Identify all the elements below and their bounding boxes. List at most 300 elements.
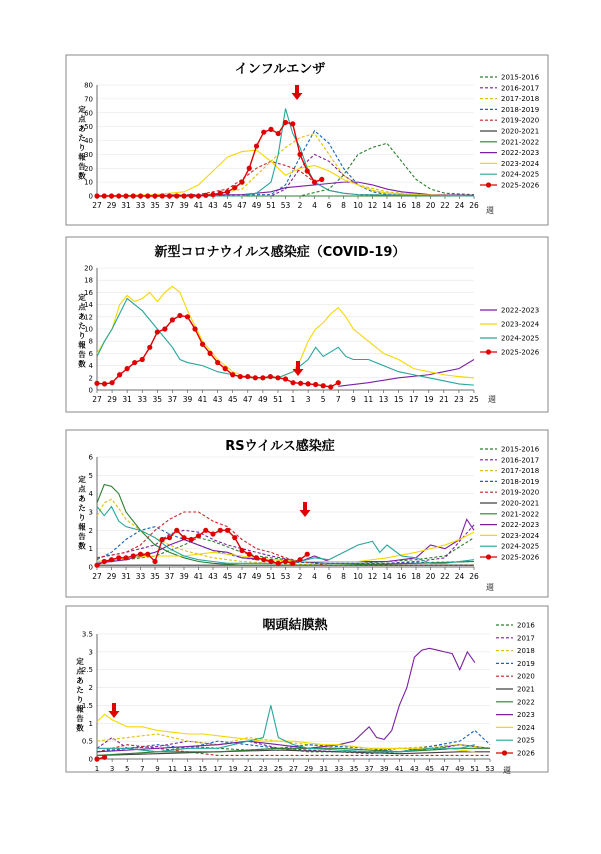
- data-point: [109, 557, 114, 562]
- legend-label: 2021-2022: [501, 510, 540, 519]
- data-point: [138, 552, 143, 557]
- data-point: [312, 180, 317, 185]
- legend-label: 2024-2025: [501, 334, 540, 343]
- legend-label: 2023-2024: [501, 159, 540, 168]
- x-tick-label: 1: [94, 765, 100, 773]
- x-tick-label: 15: [198, 765, 208, 773]
- data-point: [138, 193, 143, 198]
- x-tick-label: 39: [379, 765, 389, 773]
- chart-influenza: [66, 55, 548, 225]
- x-tick-label: 49: [455, 765, 465, 773]
- x-tick-label: 17: [408, 395, 419, 404]
- data-point: [200, 342, 205, 347]
- y-label-char: 告: [78, 162, 86, 171]
- data-point: [117, 372, 122, 377]
- y-tick-label: 5: [88, 471, 93, 480]
- legend-label: 2021: [517, 685, 535, 694]
- x-tick-label: 51: [266, 201, 276, 210]
- data-point: [283, 559, 288, 564]
- data-point: [313, 382, 318, 387]
- y-label-char: 告: [78, 350, 86, 359]
- data-point: [109, 193, 114, 198]
- y-label-char: あ: [78, 124, 86, 133]
- data-point: [185, 314, 190, 319]
- legend-marker: [502, 750, 507, 755]
- data-point: [94, 381, 99, 386]
- x-tick-label: 27: [92, 572, 102, 581]
- x-tick-label: 20: [425, 201, 436, 210]
- y-label-char: た: [78, 503, 86, 513]
- chart-frame: [66, 55, 548, 225]
- data-point: [328, 384, 333, 389]
- x-tick-label: 26: [469, 572, 479, 581]
- x-tick-label: 31: [319, 765, 329, 773]
- data-point: [254, 143, 259, 148]
- x-tick-label: 49: [258, 395, 268, 404]
- x-tick-label: 8: [341, 201, 346, 210]
- data-point: [218, 528, 223, 533]
- legend-marker: [486, 182, 491, 187]
- y-label-char: あ: [78, 494, 86, 503]
- legend-label: 2015-2016: [501, 73, 540, 82]
- data-point: [192, 326, 197, 331]
- legend-label: 2015-2016: [501, 445, 540, 454]
- x-tick-label: 41: [197, 395, 208, 404]
- data-point: [268, 127, 273, 132]
- data-point: [189, 193, 194, 198]
- legend-label: 2018: [517, 647, 535, 656]
- data-point: [102, 755, 107, 760]
- y-tick-label: 2: [88, 684, 93, 693]
- x-tick-label: 23: [258, 765, 268, 773]
- y-label-char: 数: [78, 359, 86, 369]
- x-tick-label: 5: [320, 395, 326, 404]
- arrow-shaft: [112, 703, 116, 712]
- x-tick-label: 47: [440, 765, 450, 773]
- x-tick-label: 12: [367, 201, 378, 210]
- legend-label: 2019: [517, 659, 535, 668]
- x-tick-label: 33: [334, 765, 344, 773]
- x-axis-unit: 週: [488, 395, 496, 404]
- data-point: [283, 120, 288, 125]
- x-tick-label: 45: [222, 201, 233, 210]
- x-tick-label: 3: [109, 765, 115, 773]
- legend-marker: [486, 554, 491, 559]
- x-tick-label: 12: [367, 572, 378, 581]
- x-tick-label: 29: [106, 572, 117, 581]
- y-tick-label: 1.5: [81, 701, 93, 710]
- data-point: [94, 756, 99, 761]
- x-tick-label: 14: [382, 572, 392, 581]
- x-tick-label: 13: [183, 765, 193, 773]
- data-point: [260, 375, 265, 380]
- y-label-char: 点: [78, 484, 86, 494]
- x-tick-label: 11: [363, 395, 374, 404]
- x-tick-label: 53: [280, 572, 291, 581]
- y-tick-label: 3: [88, 508, 93, 517]
- x-tick-label: 7: [335, 395, 341, 404]
- data-point: [261, 130, 266, 135]
- x-axis-unit: 週: [486, 206, 494, 215]
- y-label-char: た: [78, 321, 86, 331]
- x-tick-label: 51: [470, 765, 480, 773]
- data-point: [245, 374, 250, 379]
- y-tick-label: 20: [84, 164, 93, 173]
- x-tick-label: 7: [140, 765, 145, 773]
- x-tick-label: 24: [454, 201, 465, 210]
- x-tick-label: 17: [213, 765, 223, 773]
- data-point: [283, 376, 288, 381]
- x-tick-label: 13: [378, 395, 389, 404]
- x-tick-label: 39: [179, 201, 189, 210]
- y-label-char: 数: [76, 723, 84, 733]
- y-label-char: 点: [78, 302, 86, 312]
- data-point: [196, 533, 201, 538]
- y-label-char: 定: [78, 293, 86, 302]
- x-tick-label: 39: [179, 572, 189, 581]
- x-tick-label: 1: [290, 395, 296, 404]
- x-tick-label: 4: [312, 572, 317, 581]
- x-tick-label: 45: [227, 395, 238, 404]
- data-point: [297, 557, 302, 562]
- x-tick-label: 35: [152, 395, 163, 404]
- x-tick-label: 2: [297, 201, 303, 210]
- y-tick-label: 0.5: [81, 737, 93, 746]
- data-point: [152, 559, 157, 564]
- legend-label: 2023-2024: [501, 320, 540, 329]
- legend-label: 2022: [517, 698, 535, 707]
- y-label-char: 数: [78, 541, 86, 551]
- legend-label: 2020-2021: [501, 499, 540, 508]
- x-tick-label: 43: [212, 395, 223, 404]
- y-label-char: 報: [78, 522, 86, 532]
- legend-label: 2019-2020: [501, 488, 540, 497]
- data-point: [223, 366, 228, 371]
- y-axis-label: [78, 292, 86, 369]
- data-point: [230, 372, 235, 377]
- x-tick-label: 37: [164, 201, 175, 210]
- data-point: [123, 193, 128, 198]
- y-tick-label: 70: [84, 95, 93, 104]
- data-point: [132, 360, 137, 365]
- x-tick-label: 29: [107, 395, 117, 404]
- data-point: [305, 552, 310, 557]
- data-point: [268, 374, 273, 379]
- data-point: [261, 557, 266, 562]
- x-tick-label: 20: [425, 572, 436, 581]
- data-point: [290, 121, 295, 126]
- y-tick-label: 4: [88, 362, 93, 371]
- x-tick-label: 21: [439, 395, 449, 404]
- y-axis-label: [76, 656, 84, 733]
- legend-label: 2017-2018: [501, 95, 540, 104]
- legend-label: 2016-2017: [501, 84, 540, 93]
- data-point: [102, 193, 107, 198]
- legend-label: 2017-2018: [501, 467, 540, 476]
- x-tick-label: 31: [121, 572, 131, 581]
- chart-title: RSウイルス感染症: [225, 439, 335, 454]
- x-tick-label: 9: [350, 395, 356, 404]
- data-point: [298, 381, 303, 386]
- legend-label: 2025: [517, 736, 535, 745]
- y-label-char: 報: [78, 152, 86, 162]
- data-point: [225, 189, 230, 194]
- y-label-char: 報: [76, 704, 84, 714]
- y-tick-label: 14: [84, 301, 93, 310]
- x-tick-label: 24: [454, 572, 465, 581]
- y-tick-label: 10: [84, 325, 93, 334]
- data-point: [306, 381, 311, 386]
- x-tick-label: 16: [396, 201, 407, 210]
- y-tick-label: 2: [88, 374, 93, 383]
- x-tick-label: 26: [469, 201, 479, 210]
- x-tick-label: 5: [124, 765, 130, 773]
- data-point: [247, 166, 252, 171]
- data-point: [94, 193, 99, 198]
- x-tick-label: 21: [243, 765, 253, 773]
- y-tick-label: 3: [88, 648, 93, 657]
- y-tick-label: 1: [88, 545, 93, 554]
- legend-label: 2021-2022: [501, 138, 540, 147]
- data-point: [145, 552, 150, 557]
- y-tick-label: 8: [88, 337, 93, 346]
- y-tick-label: 0: [88, 386, 93, 395]
- x-tick-label: 8: [341, 572, 346, 581]
- y-label-char: 数: [78, 171, 86, 181]
- legend-label: 2019-2020: [501, 116, 540, 125]
- data-point: [181, 193, 186, 198]
- y-label-char: 告: [78, 532, 86, 541]
- x-tick-label: 27: [289, 765, 298, 773]
- x-tick-label: 47: [243, 395, 253, 404]
- y-label-char: 定: [76, 657, 84, 666]
- legend-label: 2022-2023: [501, 306, 540, 315]
- data-point: [305, 168, 310, 173]
- legend-label: 2025-2026: [501, 181, 540, 190]
- x-axis-unit: 週: [503, 766, 511, 775]
- x-tick-label: 19: [228, 765, 238, 773]
- x-tick-label: 37: [364, 765, 374, 773]
- x-tick-label: 14: [382, 201, 392, 210]
- x-tick-label: 45: [222, 572, 233, 581]
- x-tick-label: 37: [164, 572, 175, 581]
- data-point: [239, 180, 244, 185]
- x-tick-label: 43: [409, 765, 419, 773]
- legend-label: 2016: [517, 621, 535, 630]
- x-tick-label: 43: [208, 201, 218, 210]
- y-tick-label: 80: [84, 81, 93, 90]
- y-label-char: 告: [76, 714, 84, 723]
- y-tick-label: 60: [84, 109, 93, 118]
- y-tick-label: 3.5: [81, 630, 93, 639]
- arrow-shaft: [303, 502, 307, 511]
- x-tick-label: 53: [485, 765, 495, 773]
- x-tick-label: 41: [193, 572, 204, 581]
- x-tick-label: 25: [273, 765, 283, 773]
- data-point: [232, 185, 237, 190]
- x-tick-label: 4: [312, 201, 317, 210]
- y-label-char: り: [78, 513, 86, 522]
- legend-label: 2024-2025: [501, 170, 540, 179]
- x-tick-label: 41: [193, 201, 204, 210]
- legend-label: 2017: [517, 634, 535, 643]
- y-tick-label: 4: [88, 490, 93, 499]
- legend-label: 2018-2019: [501, 477, 540, 486]
- data-point: [160, 537, 165, 542]
- data-point: [275, 375, 280, 380]
- data-point: [210, 531, 215, 536]
- x-tick-label: 27: [92, 201, 102, 210]
- x-tick-label: 47: [237, 201, 247, 210]
- y-tick-label: 6: [88, 453, 93, 462]
- y-tick-label: 2.5: [81, 666, 93, 675]
- data-point: [116, 555, 121, 560]
- data-point: [203, 528, 208, 533]
- data-point: [102, 559, 107, 564]
- data-point: [145, 193, 150, 198]
- y-tick-label: 40: [84, 137, 93, 145]
- data-point: [125, 366, 130, 371]
- y-tick-label: 2: [88, 526, 93, 535]
- x-tick-label: 43: [208, 572, 218, 581]
- data-point: [174, 528, 179, 533]
- x-tick-label: 51: [273, 395, 283, 404]
- data-point: [253, 375, 258, 380]
- data-point: [162, 326, 167, 331]
- chart-rsv: [66, 430, 548, 597]
- x-tick-label: 29: [106, 201, 117, 210]
- x-tick-label: 2: [297, 572, 303, 581]
- x-tick-label: 15: [393, 395, 404, 404]
- data-point: [238, 374, 243, 379]
- y-label-char: 報: [78, 340, 86, 350]
- data-point: [239, 548, 244, 553]
- x-tick-label: 35: [150, 572, 160, 581]
- data-point: [276, 131, 281, 136]
- x-tick-label: 41: [394, 765, 404, 773]
- y-tick-label: 30: [84, 150, 93, 159]
- legend-label: 2024: [517, 723, 535, 732]
- data-point: [177, 313, 182, 318]
- arrow-shaft: [296, 361, 300, 370]
- legend-label: 2022-2023: [501, 521, 540, 530]
- x-tick-label: 6: [326, 572, 332, 581]
- y-tick-label: 10: [84, 178, 93, 187]
- legend-marker: [486, 349, 491, 354]
- x-tick-label: 51: [266, 572, 276, 581]
- x-tick-label: 29: [304, 765, 314, 773]
- y-label-char: り: [78, 331, 86, 340]
- y-tick-label: 18: [84, 276, 93, 285]
- y-tick-label: 16: [84, 288, 93, 297]
- data-point: [232, 535, 237, 540]
- legend-label: 2016-2017: [501, 456, 540, 465]
- x-tick-label: 27: [92, 395, 102, 404]
- x-tick-label: 53: [280, 201, 291, 210]
- data-point: [319, 177, 324, 182]
- legend-label: 2023-2024: [501, 531, 540, 540]
- data-point: [210, 192, 215, 197]
- data-point: [290, 380, 295, 385]
- data-point: [268, 559, 273, 564]
- x-axis-unit: 週: [486, 583, 494, 592]
- y-tick-label: 6: [88, 349, 93, 358]
- x-tick-label: 22: [440, 201, 450, 210]
- y-label-char: あ: [78, 312, 86, 321]
- x-tick-label: 11: [168, 765, 178, 773]
- x-tick-label: 47: [237, 572, 247, 581]
- x-tick-label: 33: [137, 395, 148, 404]
- data-point: [276, 561, 281, 566]
- data-point: [290, 561, 295, 566]
- data-point: [160, 193, 165, 198]
- x-tick-label: 31: [121, 201, 131, 210]
- legend-label: 2023: [517, 711, 535, 720]
- x-tick-label: 10: [353, 201, 363, 210]
- data-point: [203, 193, 208, 198]
- y-tick-label: 0: [88, 563, 93, 572]
- legend-label: 2026: [517, 749, 535, 758]
- x-tick-label: 31: [122, 395, 132, 404]
- data-point: [215, 360, 220, 365]
- x-tick-label: 3: [305, 395, 311, 404]
- x-tick-label: 35: [349, 765, 359, 773]
- data-point: [167, 535, 172, 540]
- data-point: [336, 380, 341, 385]
- chart-title: 新型コロナウイルス感染症（COVID-19）: [154, 245, 406, 260]
- data-point: [174, 193, 179, 198]
- y-label-char: あ: [76, 676, 84, 685]
- x-tick-label: 16: [396, 572, 407, 581]
- y-label-char: り: [78, 143, 86, 152]
- x-tick-label: 23: [454, 395, 464, 404]
- data-point: [181, 535, 186, 540]
- data-point: [131, 553, 136, 558]
- y-label-char: 定: [78, 475, 86, 484]
- legend-label: 2020: [517, 672, 535, 681]
- data-point: [155, 329, 160, 334]
- data-point: [218, 191, 223, 196]
- x-tick-label: 45: [425, 765, 434, 773]
- y-label-char: り: [76, 695, 84, 704]
- x-tick-label: 25: [469, 395, 479, 404]
- y-tick-label: 0: [88, 192, 93, 201]
- chart-title: インフルエンザ: [234, 62, 326, 77]
- data-point: [297, 152, 302, 157]
- data-point: [152, 193, 157, 198]
- y-label-char: た: [78, 133, 86, 143]
- y-label-char: た: [76, 685, 84, 695]
- y-axis-label: [78, 474, 86, 551]
- x-tick-label: 37: [167, 395, 178, 404]
- data-point: [208, 351, 213, 356]
- legend-label: 2025-2026: [501, 348, 540, 357]
- y-label-char: 定: [78, 105, 86, 114]
- y-tick-label: 50: [84, 123, 93, 132]
- y-tick-label: 12: [84, 313, 93, 322]
- y-tick-label: 20: [84, 264, 93, 273]
- data-point: [131, 193, 136, 198]
- data-point: [254, 555, 259, 560]
- y-tick-label: 0: [88, 755, 93, 764]
- y-axis-label: [78, 104, 86, 181]
- legend-label: 2025-2026: [501, 553, 540, 562]
- legend-label: 2020-2021: [501, 127, 540, 136]
- data-point: [94, 563, 99, 568]
- data-point: [167, 193, 172, 198]
- x-tick-label: 6: [326, 201, 332, 210]
- x-tick-label: 33: [135, 572, 146, 581]
